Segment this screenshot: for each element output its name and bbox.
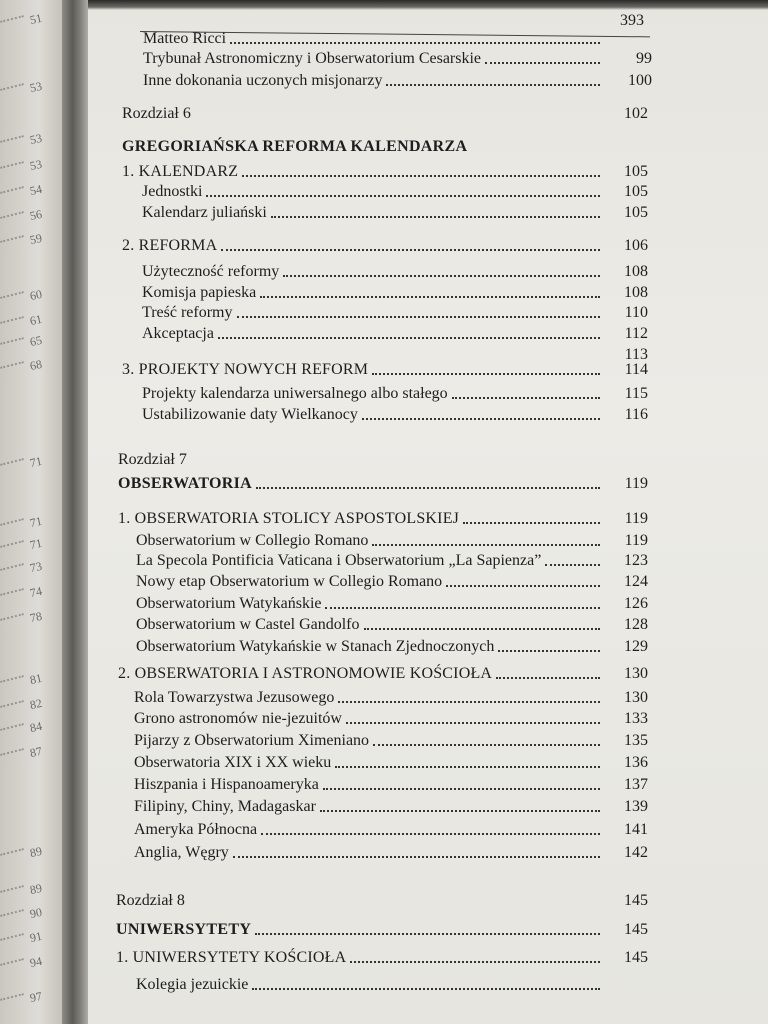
left-page-leader xyxy=(0,848,24,856)
toc-entry xyxy=(142,203,648,223)
dot-leader xyxy=(338,701,600,703)
dot-leader xyxy=(255,933,600,935)
toc-page-number: 133 xyxy=(624,710,648,727)
toc-title: Rozdział 7 xyxy=(118,451,187,468)
toc-page-number: 139 xyxy=(624,798,648,815)
toc-chapter-title xyxy=(118,474,648,494)
left-page-leader xyxy=(0,933,24,941)
toc-title: Filipiny, Chiny, Madagaskar xyxy=(134,798,316,815)
toc-section xyxy=(122,162,648,182)
left-page-number: 71 xyxy=(28,513,44,531)
dot-leader xyxy=(372,544,600,546)
left-page-leader xyxy=(0,83,24,91)
dot-leader xyxy=(233,856,600,858)
dot-leader xyxy=(237,316,601,318)
toc-title: Kolegia jezuickie xyxy=(136,976,249,993)
left-page-leader xyxy=(0,458,24,466)
left-page-leader xyxy=(0,161,24,169)
left-page xyxy=(0,0,70,1024)
left-page-leader xyxy=(0,958,24,966)
toc-entry xyxy=(134,688,648,708)
toc-page-number: 112 xyxy=(624,325,648,342)
left-page-number: 68 xyxy=(28,356,44,374)
toc-page-number: 105 xyxy=(624,183,648,200)
left-page-number: 90 xyxy=(28,904,44,922)
toc-page-number: 129 xyxy=(624,638,648,655)
toc-entry xyxy=(136,594,648,614)
toc-page-number: 145 xyxy=(624,949,648,966)
toc-page-number: 113 xyxy=(624,346,648,363)
dot-leader xyxy=(362,418,600,420)
toc-title: Akceptacja xyxy=(142,325,214,342)
left-page-number: 65 xyxy=(28,332,44,350)
dot-leader xyxy=(261,833,600,835)
left-page-number: 87 xyxy=(28,743,44,761)
toc-title: Obserwatorium w Collegio Romano xyxy=(136,532,369,549)
left-page-leader xyxy=(0,15,24,23)
left-page-number: 51 xyxy=(28,10,44,28)
toc-entry xyxy=(134,775,648,795)
toc-title: Rola Towarzystwa Jezusowego xyxy=(134,689,335,706)
dot-leader xyxy=(446,585,600,587)
toc-page-number: 119 xyxy=(624,510,648,527)
page-top-shadow xyxy=(88,0,768,10)
left-page-leader xyxy=(0,993,24,1001)
left-page-leader xyxy=(0,885,24,893)
toc-entry xyxy=(136,572,648,592)
toc-entry xyxy=(136,551,648,571)
toc-entry xyxy=(142,182,648,202)
left-page-number: 84 xyxy=(28,718,44,736)
dot-leader xyxy=(256,487,600,489)
left-page-leader xyxy=(0,675,24,683)
left-page-number: 56 xyxy=(28,206,44,224)
toc-title: Ustabilizowanie daty Wielkanocy xyxy=(142,406,358,423)
toc-page-number: 119 xyxy=(624,475,648,492)
toc-title: Obserwatorium w Castel Gandolfo xyxy=(136,616,360,633)
left-page-number: 71 xyxy=(28,535,44,553)
toc-page-number: 116 xyxy=(624,406,648,423)
page-number: 393 xyxy=(620,12,644,29)
toc-title: 2. REFORMA xyxy=(122,237,218,254)
left-page-number: 97 xyxy=(28,988,44,1006)
toc-entry xyxy=(136,531,648,551)
toc-section xyxy=(118,664,648,684)
toc-page-number: 108 xyxy=(624,284,648,301)
left-page-number: 54 xyxy=(28,181,44,199)
left-page-leader xyxy=(0,361,24,369)
toc-title: Inne dokonania uczonych misjonarzy xyxy=(143,72,383,89)
toc-page-number: 141 xyxy=(624,821,648,838)
left-page-leader xyxy=(0,186,24,194)
toc-title: UNIWERSYTETY xyxy=(116,921,252,938)
left-page-leader xyxy=(0,211,24,219)
left-page-number: 82 xyxy=(28,695,44,713)
toc-entry xyxy=(142,324,648,344)
toc-page-number: 123 xyxy=(624,552,648,569)
toc-section xyxy=(122,236,648,256)
dot-leader xyxy=(320,810,600,812)
toc-title: Obserwatoria XIX i XX wieku xyxy=(134,754,332,771)
dot-leader xyxy=(252,988,600,990)
toc-page-number: 119 xyxy=(624,532,648,549)
left-page-leader xyxy=(0,291,24,299)
toc-title: Hiszpania i Hispanoameryka xyxy=(134,776,319,793)
toc-page-number: 99 xyxy=(636,50,652,67)
toc-title: Kalendarz juliański xyxy=(142,204,267,221)
toc-title: Rozdział 6 xyxy=(122,105,191,122)
left-page-number: 89 xyxy=(28,843,44,861)
toc-page-number: 137 xyxy=(624,776,648,793)
toc-entry xyxy=(142,303,648,323)
dot-leader xyxy=(221,249,600,251)
dot-leader xyxy=(485,62,600,64)
left-page-leader xyxy=(0,909,24,917)
dot-leader xyxy=(498,650,600,652)
toc-page-number: 135 xyxy=(624,732,648,749)
left-page-leader xyxy=(0,540,24,548)
toc-page-number: 110 xyxy=(624,304,648,321)
toc-entry xyxy=(142,262,648,282)
toc-title: Projekty kalendarza uniwersalnego albo stałego xyxy=(142,385,448,402)
toc-page-number: 100 xyxy=(628,72,652,89)
toc-page-number: 126 xyxy=(624,595,648,612)
toc-title: Treść reformy xyxy=(142,304,233,321)
left-page-number: 91 xyxy=(28,928,44,946)
toc-page-number: 114 xyxy=(624,361,648,378)
toc-page-number: 145 xyxy=(624,892,648,909)
left-page-number: 71 xyxy=(28,453,44,471)
toc-title: OBSERWATORIA xyxy=(118,475,253,492)
toc-page-number: 124 xyxy=(624,573,648,590)
left-page-number: 61 xyxy=(28,311,44,329)
toc-entry xyxy=(143,71,652,91)
left-page-number: 73 xyxy=(28,558,44,576)
dot-leader xyxy=(452,397,600,399)
toc-title: Komisja papieska xyxy=(142,284,257,301)
toc-page-number: 106 xyxy=(624,237,648,254)
left-page-leader xyxy=(0,235,24,243)
dot-leader xyxy=(242,175,600,177)
toc-section xyxy=(116,948,648,968)
dot-leader xyxy=(463,522,600,524)
dot-leader xyxy=(545,564,600,566)
dot-leader xyxy=(364,628,600,630)
left-page-leader xyxy=(0,588,24,596)
left-page-number: 74 xyxy=(28,583,44,601)
left-page-leader xyxy=(0,135,24,143)
left-page-leader xyxy=(0,563,24,571)
dot-leader xyxy=(346,722,600,724)
left-page-leader xyxy=(0,748,24,756)
toc-title: 3. PROJEKTY NOWYCH REFORM xyxy=(122,361,369,378)
left-page-number: 53 xyxy=(28,78,44,96)
toc-title: 1. UNIWERSYTETY KOŚCIOŁA xyxy=(116,949,347,966)
toc-title: Użyteczność reformy xyxy=(142,263,280,280)
toc-title: 2. OBSERWATORIA I ASTRONOMOWIE KOŚCIOŁA xyxy=(118,665,493,682)
toc-page-number: 130 xyxy=(624,665,648,682)
toc-chapter xyxy=(116,891,648,911)
dot-leader xyxy=(206,195,600,197)
toc-title: Ameryka Północna xyxy=(134,821,258,838)
left-page-leader xyxy=(0,316,24,324)
toc-entry xyxy=(142,384,648,404)
dot-leader xyxy=(496,677,600,679)
toc-entry xyxy=(134,797,648,817)
toc-entry xyxy=(143,29,226,49)
toc-page-number: 115 xyxy=(624,385,648,402)
toc-title: 1. KALENDARZ xyxy=(122,163,239,180)
left-page-leader xyxy=(0,723,24,731)
toc-title: Matteo Ricci xyxy=(143,30,227,47)
toc-title: Rozdział 8 xyxy=(116,892,185,909)
toc-title: Nowy etap Obserwatorium w Collegio Romano xyxy=(136,573,443,590)
toc-entry xyxy=(136,975,248,995)
left-page-number: 81 xyxy=(28,670,44,688)
dot-leader xyxy=(283,275,600,277)
toc-title: Obserwatorium Watykańskie xyxy=(136,595,322,612)
dot-leader xyxy=(271,216,600,218)
toc-chapter xyxy=(122,104,648,124)
toc-title: Grono astronomów nie-jezuitów xyxy=(134,710,342,727)
toc-entry xyxy=(136,615,648,635)
dot-leader xyxy=(335,766,600,768)
toc-entry xyxy=(136,637,648,657)
left-page-leader xyxy=(0,518,24,526)
dot-leader xyxy=(323,788,600,790)
toc-title: Anglia, Węgry xyxy=(134,844,229,861)
left-page-number: 53 xyxy=(28,156,44,174)
left-page-leader xyxy=(0,700,24,708)
left-page-number: 94 xyxy=(28,953,44,971)
dot-leader xyxy=(230,42,600,44)
toc-entry xyxy=(143,49,652,69)
toc-title: La Specola Pontificia Vaticana i Obserwatorium „La Sapienza” xyxy=(136,552,542,569)
toc-chapter-title xyxy=(122,137,467,157)
toc-entry xyxy=(142,405,648,425)
toc-entry xyxy=(134,753,648,773)
toc-title: Obserwatorium Watykańskie w Stanach Zjednoczonych xyxy=(136,638,495,655)
left-page-number: 60 xyxy=(28,286,44,304)
toc-entry xyxy=(134,820,648,840)
toc-page-number: 142 xyxy=(624,844,648,861)
toc-chapter-title xyxy=(116,920,648,940)
left-page-leader xyxy=(0,613,24,621)
toc-entry xyxy=(142,283,648,303)
toc-title: 1. OBSERWATORIA STOLICY ASPOSTOLSKIEJ xyxy=(118,510,460,527)
toc-chapter xyxy=(118,450,187,470)
dot-leader xyxy=(218,337,600,339)
left-page-number: 53 xyxy=(28,130,44,148)
toc-title: GREGORIAŃSKA REFORMA KALENDARZA xyxy=(122,138,468,155)
toc-page-number: 145 xyxy=(624,921,648,938)
toc-title: Pijarzy z Obserwatorium Ximeniano xyxy=(134,732,370,749)
toc-entry xyxy=(134,731,648,751)
left-page-leader xyxy=(0,337,24,345)
toc-page-number: 128 xyxy=(624,616,648,633)
dot-leader xyxy=(373,744,600,746)
left-page-number: 89 xyxy=(28,880,44,898)
toc-section xyxy=(122,360,648,380)
toc-page-number: 108 xyxy=(624,263,648,280)
dot-leader xyxy=(386,84,600,86)
dot-leader xyxy=(325,607,600,609)
toc-page-number: 136 xyxy=(624,754,648,771)
dot-leader xyxy=(350,961,600,963)
left-page-number: 78 xyxy=(28,608,44,626)
dot-leader xyxy=(260,296,600,298)
toc-section xyxy=(118,509,648,529)
toc-page-number: 130 xyxy=(624,689,648,706)
toc-entry xyxy=(134,709,648,729)
toc-page-number: 105 xyxy=(624,163,648,180)
toc-page-number: 105 xyxy=(624,204,648,221)
toc-page-number: 102 xyxy=(624,105,648,122)
dot-leader xyxy=(372,373,600,375)
toc-title: Trybunał Astronomiczny i Obserwatorium Cesarskie xyxy=(143,50,482,67)
left-page-number: 59 xyxy=(28,230,44,248)
toc-entry xyxy=(134,843,648,863)
toc-title: Jednostki xyxy=(142,183,203,200)
